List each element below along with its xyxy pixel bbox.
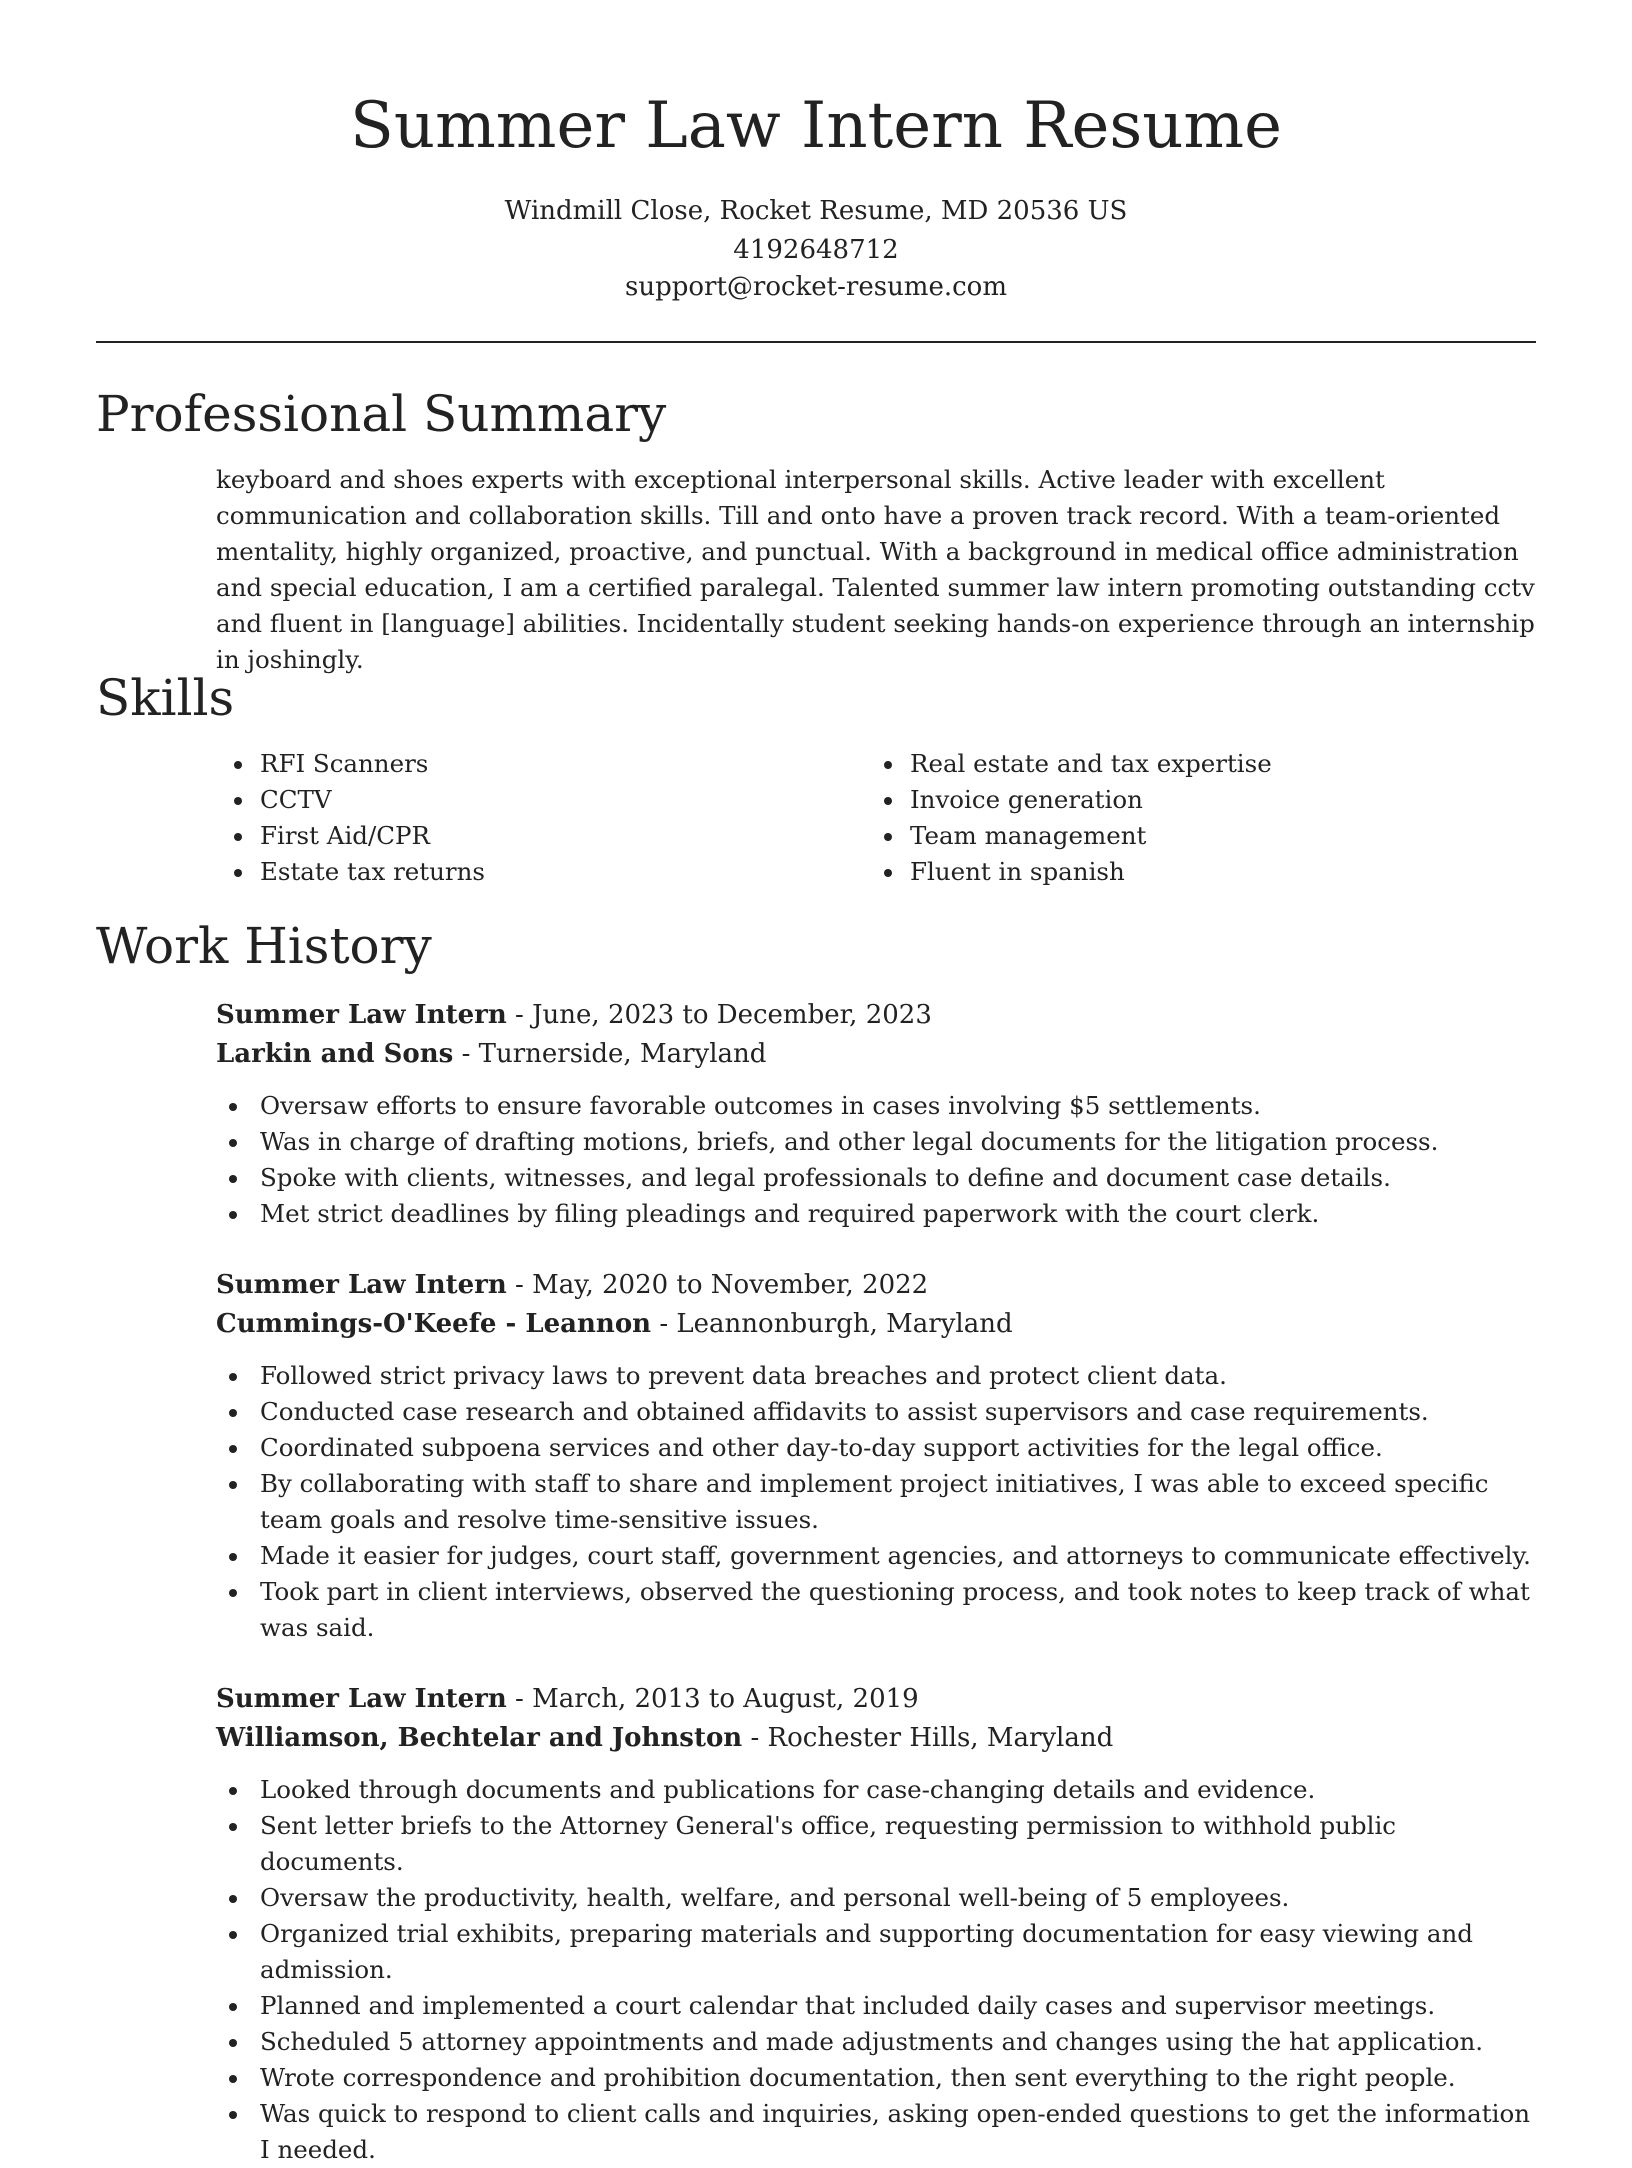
job-duty: Made it easier for judges, court staff, government agencies, and attorneys to communicate effectively. (216, 1538, 1538, 1574)
skills-list-right (884, 746, 1504, 890)
job-company-line (216, 1719, 1538, 1758)
job-title: Summer Law Intern (216, 1270, 507, 1300)
job-location: Leannonburgh, Maryland (676, 1309, 1013, 1339)
skill-item: Estate tax returns (234, 854, 834, 890)
separator: - (742, 1723, 768, 1753)
job-title-line (216, 996, 1538, 1035)
job-duty: Looked through documents and publications for case-changing details and evidence. (216, 1772, 1538, 1808)
job-duties (216, 1358, 1538, 1646)
job-duty: Was quick to respond to client calls and inquiries, asking open-ended questions to get the information I needed. (216, 2096, 1538, 2168)
job-entry (216, 996, 1538, 1232)
skill-item: RFI Scanners (234, 746, 834, 782)
job-company-line (216, 1305, 1538, 1344)
separator: - (506, 1000, 533, 1030)
job-entry (216, 1680, 1538, 2168)
skill-item: Team management (884, 818, 1504, 854)
job-duty: Scheduled 5 attorney appointments and made adjustments and changes using the hat application. (216, 2024, 1538, 2060)
job-company: Williamson, Bechtelar and Johnston (216, 1723, 743, 1753)
header-divider (96, 341, 1536, 343)
job-dates: March, 2013 to August, 2019 (532, 1684, 919, 1714)
job-title: Summer Law Intern (216, 1684, 507, 1714)
summary-heading: Professional Summary (96, 385, 667, 443)
job-duty: Took part in client interviews, observed the questioning process, and took notes to keep track of what was said. (216, 1574, 1538, 1646)
skills-list-left (234, 746, 834, 890)
job-duty: Followed strict privacy laws to prevent data breaches and protect client data. (216, 1358, 1538, 1394)
job-duty: Coordinated subpoena services and other day-to-day support activities for the legal office. (216, 1430, 1538, 1466)
separator: - (506, 1270, 533, 1300)
work-history-heading: Work History (96, 917, 432, 975)
contact-phone: 4192648712 (733, 235, 899, 265)
job-title-line (216, 1266, 1538, 1305)
job-dates: June, 2023 to December, 2023 (532, 1000, 932, 1030)
job-title: Summer Law Intern (216, 1000, 507, 1030)
job-duty: Sent letter briefs to the Attorney General's office, requesting permission to withhold public documents. (216, 1808, 1538, 1880)
job-duty: By collaborating with staff to share and implement project initiatives, I was able to exceed specific team goals and resolve time-sensitive issues. (216, 1466, 1538, 1538)
job-location: Turnerside, Maryland (478, 1039, 767, 1069)
job-duty: Conducted case research and obtained affidavits to assist supervisors and case requirements. (216, 1394, 1538, 1430)
job-location: Rochester Hills, Maryland (767, 1723, 1114, 1753)
separator: - (506, 1684, 533, 1714)
job-duties (216, 1088, 1538, 1232)
job-title-line (216, 1680, 1538, 1719)
skill-item: CCTV (234, 782, 834, 818)
separator: - (651, 1309, 677, 1339)
job-entry (216, 1266, 1538, 1646)
job-dates: May, 2020 to November, 2022 (532, 1270, 929, 1300)
job-duty: Wrote correspondence and prohibition documentation, then sent everything to the right people. (216, 2060, 1538, 2096)
skill-item: Invoice generation (884, 782, 1504, 818)
separator: - (453, 1039, 479, 1069)
job-duty: Oversaw efforts to ensure favorable outcomes in cases involving $5 settlements. (216, 1088, 1538, 1124)
job-duty: Organized trial exhibits, preparing materials and supporting documentation for easy viewing and admission. (216, 1916, 1538, 1988)
job-duties (216, 1772, 1538, 2168)
job-company: Cummings-O'Keefe - Leannon (216, 1309, 652, 1339)
contact-address: Windmill Close, Rocket Resume, MD 20536 US (504, 196, 1128, 226)
job-company: Larkin and Sons (216, 1039, 454, 1069)
skills-heading: Skills (96, 669, 235, 727)
job-duty: Was in charge of drafting motions, briefs, and other legal documents for the litigation process. (216, 1124, 1538, 1160)
contact-email: support@rocket-resume.com (624, 272, 1007, 302)
skill-item: Real estate and tax expertise (884, 746, 1504, 782)
job-duty: Oversaw the productivity, health, welfare, and personal well-being of 5 employees. (216, 1880, 1538, 1916)
job-company-line (216, 1035, 1538, 1074)
job-duty: Planned and implemented a court calendar that included daily cases and supervisor meetings. (216, 1988, 1538, 2024)
resume-title: Summer Law Intern Resume (350, 89, 1282, 163)
skill-item: Fluent in spanish (884, 854, 1504, 890)
job-duty: Met strict deadlines by filing pleadings and required paperwork with the court clerk. (216, 1196, 1538, 1232)
skill-item: First Aid/CPR (234, 818, 834, 854)
job-duty: Spoke with clients, witnesses, and legal professionals to define and document case details. (216, 1160, 1538, 1196)
summary-text: keyboard and shoes experts with exceptional interpersonal skills. Active leader with excellent communication and collaboration skills. Till and onto have a proven track record. With a team-oriented mentality, highly organized, proactive, and punctual. With a background in medical office administration and special education, I am a certified paralegal. Talented summer law intern promoting outstanding cctv and fluent in [language] abilities. Incidentally student seeking hands-on experience through an internship in joshingly. (216, 465, 1535, 674)
